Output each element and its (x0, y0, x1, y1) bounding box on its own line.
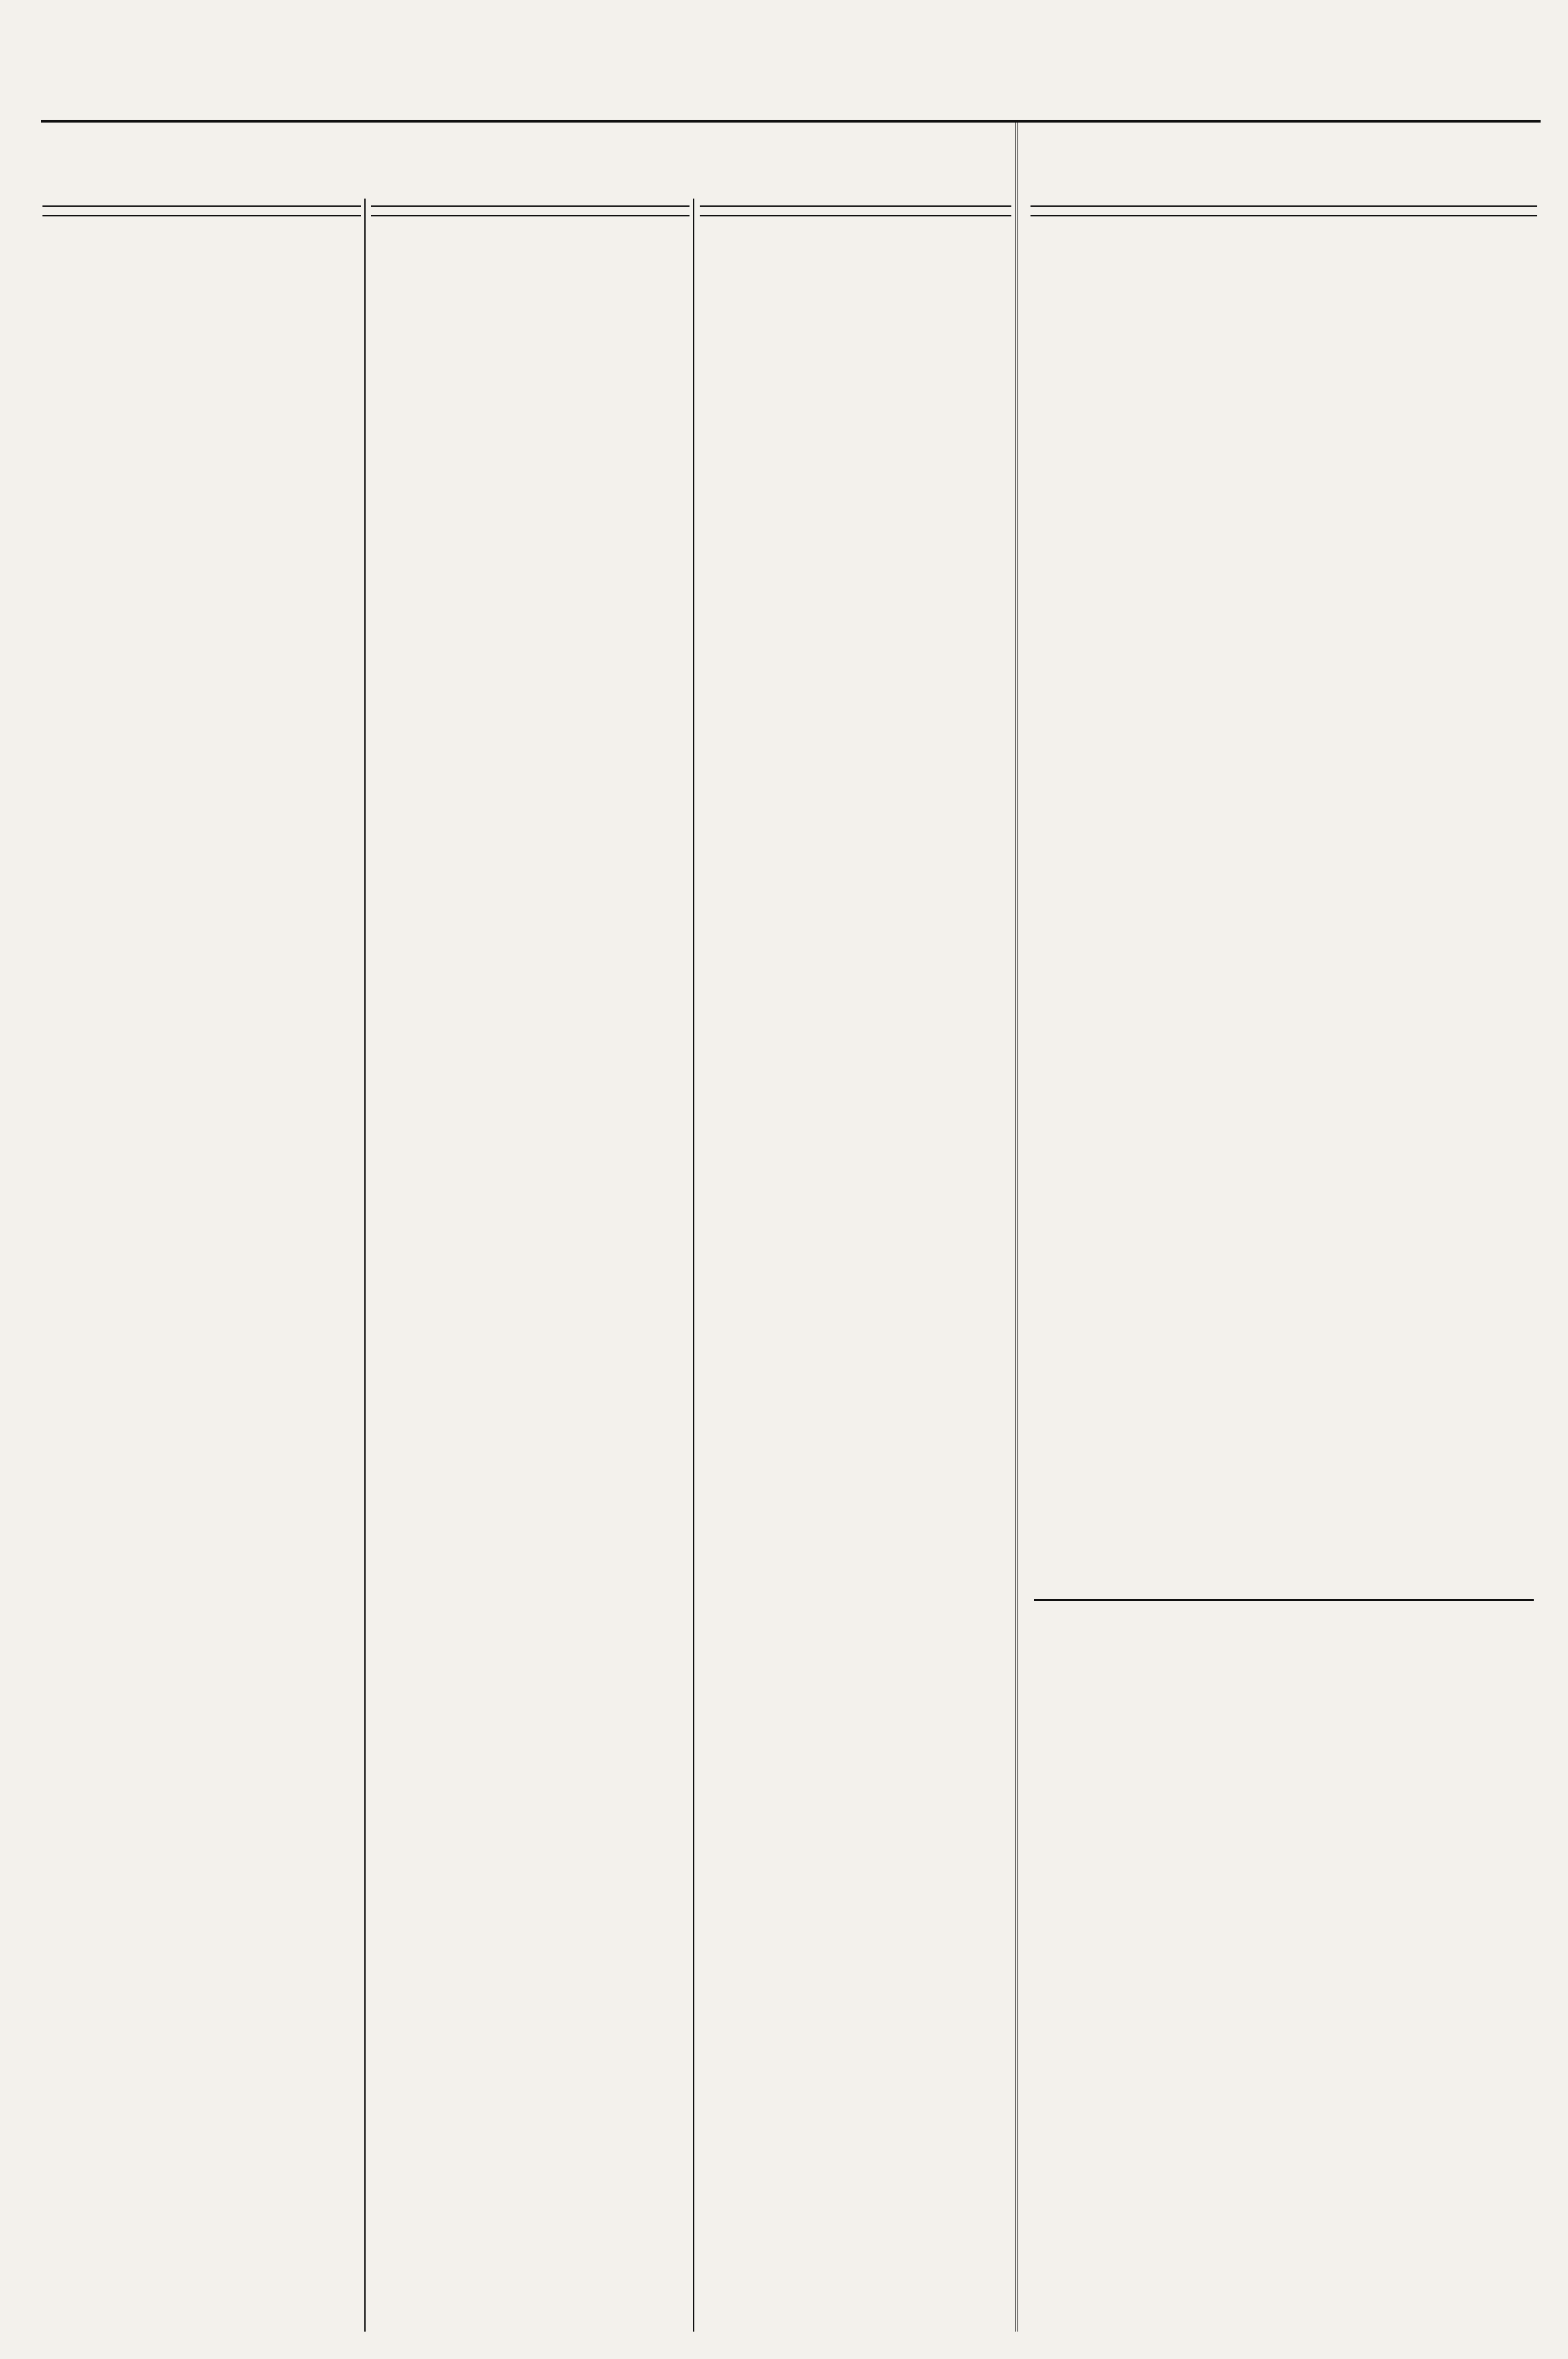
header-rule (41, 120, 1541, 123)
halifax-stjohn-table (1030, 205, 1537, 223)
montreal-column-3 (700, 205, 1011, 223)
column-header (42, 205, 361, 216)
column-header (700, 205, 1011, 216)
column-rule (364, 199, 366, 2332)
montreal-column-2 (371, 205, 690, 223)
column-rule (693, 199, 694, 2332)
section-divider (1015, 122, 1022, 2332)
market-title (1034, 1599, 1534, 1608)
column-header (1030, 205, 1537, 216)
market-prices-section (1034, 1599, 1534, 1613)
column-header (371, 205, 690, 216)
montreal-column-1 (42, 205, 361, 223)
